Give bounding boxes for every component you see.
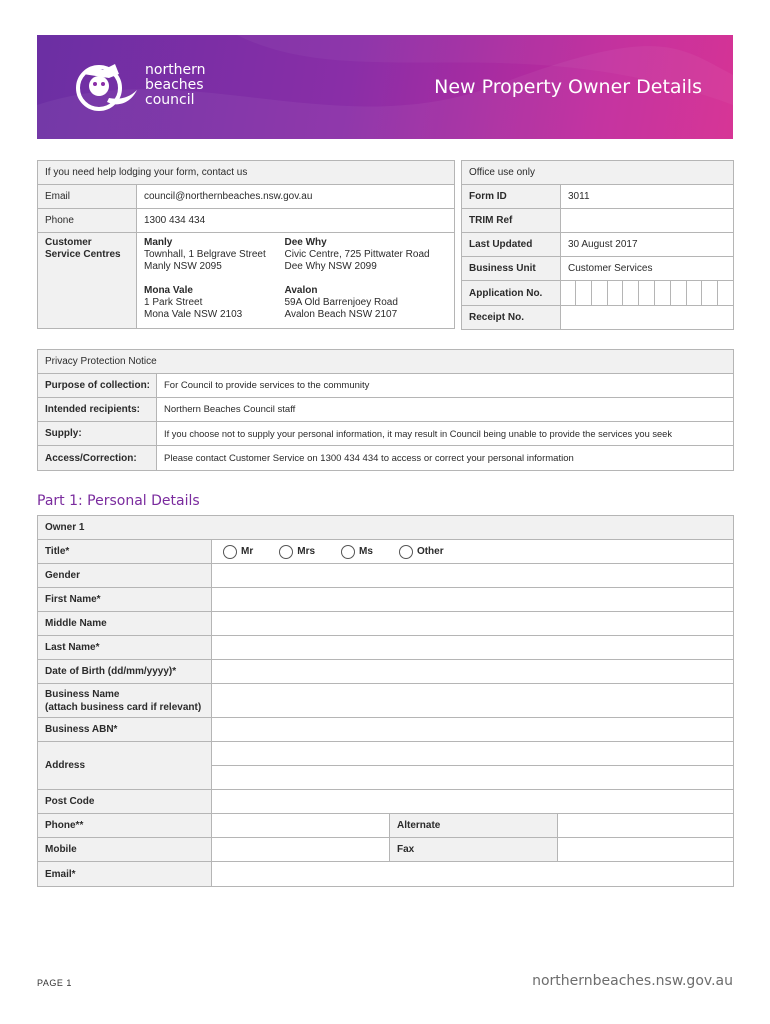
business-name-label-line1: Business Name xyxy=(45,688,120,700)
middle-name-field[interactable] xyxy=(212,612,734,636)
office-use-table xyxy=(461,160,734,330)
centres-label xyxy=(38,233,137,329)
mobile-field[interactable] xyxy=(212,838,390,862)
centre-address-line1: 1 Park Street xyxy=(144,297,203,308)
fax-label: Fax xyxy=(390,838,558,862)
radio-label: Mrs xyxy=(297,546,316,557)
council-logo-text xyxy=(145,63,206,108)
centre-name: Avalon xyxy=(284,285,318,296)
mobile-label: Mobile xyxy=(38,838,212,862)
centre-address-line1: Civic Centre, 725 Pittwater Road xyxy=(284,249,430,260)
privacy-row-label: Intended recipients: xyxy=(38,398,157,422)
privacy-row-label: Supply: xyxy=(38,422,157,446)
centres-label-line1: Customer xyxy=(45,237,92,248)
privacy-row-value: Northern Beaches Council staff xyxy=(157,398,734,422)
council-logo-icon xyxy=(69,58,139,116)
radio-label: Other xyxy=(416,546,444,557)
form-id-label: Form ID xyxy=(462,185,561,209)
centres-col-right xyxy=(278,233,455,329)
alternate-field[interactable] xyxy=(558,814,734,838)
dob-label: Date of Birth (dd/mm/yyyy)* xyxy=(38,660,212,684)
receipt-no-field[interactable] xyxy=(561,306,734,330)
address-field-line2[interactable] xyxy=(212,766,734,790)
abn-field[interactable] xyxy=(212,718,734,742)
address-field-line1[interactable] xyxy=(212,742,734,766)
privacy-row-label: Access/Correction: xyxy=(38,446,157,471)
centres-label-line2: Service Centres xyxy=(45,249,121,260)
application-no-field[interactable] xyxy=(561,281,734,306)
phone-label: Phone xyxy=(38,209,137,233)
radio-circle-icon[interactable] xyxy=(279,545,293,559)
radio-circle-icon[interactable] xyxy=(223,545,237,559)
phone-value: 1300 434 434 xyxy=(137,209,455,233)
website-url[interactable]: northernbeaches.nsw.gov.au xyxy=(532,973,733,989)
privacy-table xyxy=(37,349,734,471)
form-title: New Property Owner Details xyxy=(434,76,702,98)
title-label: Title* xyxy=(38,540,212,564)
address-label: Address xyxy=(38,742,212,790)
centres-col-left xyxy=(137,233,278,329)
last-name-label: Last Name* xyxy=(38,636,212,660)
privacy-row-value: If you choose not to supply your personal information, it may result in Council being unable to provide the services you seek xyxy=(157,422,734,446)
email-label: Email xyxy=(38,185,137,209)
owner-heading: Owner 1 xyxy=(38,516,734,540)
radio-label: Ms xyxy=(359,546,373,557)
email-field[interactable] xyxy=(212,862,734,887)
privacy-row-value: Please contact Customer Service on 1300 434 434 to access or correct your personal information xyxy=(157,446,734,471)
centre-name: Manly xyxy=(144,237,173,248)
centre-address-line1: Townhall, 1 Belgrave Street xyxy=(144,249,266,260)
gender-label: Gender xyxy=(38,564,212,588)
title-options xyxy=(212,540,734,564)
centre-manly xyxy=(144,237,271,273)
radio-circle-icon[interactable] xyxy=(399,545,413,559)
business-name-field[interactable] xyxy=(212,684,734,718)
business-name-label xyxy=(38,684,212,718)
centre-address-line1: 59A Old Barrenjoey Road xyxy=(284,297,398,308)
radio-circle-icon[interactable] xyxy=(341,545,355,559)
centre-address-line2: Avalon Beach NSW 2107 xyxy=(284,309,398,320)
radio-label: Mr xyxy=(241,546,254,557)
title-option-other[interactable] xyxy=(399,545,444,559)
logo-line-1: northern xyxy=(145,62,206,78)
phone-label: Phone** xyxy=(38,814,212,838)
business-unit-value: Customer Services xyxy=(561,257,734,281)
office-heading: Office use only xyxy=(462,161,734,185)
title-option-mrs[interactable] xyxy=(279,545,315,559)
contact-heading: If you need help lodging your form, contact us xyxy=(38,161,455,185)
last-name-field[interactable] xyxy=(212,636,734,660)
personal-details-table xyxy=(37,515,734,887)
email-label: Email* xyxy=(38,862,212,887)
centre-name: Mona Vale xyxy=(144,285,193,296)
privacy-row-label: Purpose of collection: xyxy=(38,374,157,398)
title-option-mr[interactable] xyxy=(223,545,253,559)
privacy-heading: Privacy Protection Notice xyxy=(38,350,734,374)
alternate-label: Alternate xyxy=(390,814,558,838)
centre-mona-vale xyxy=(144,285,271,321)
trim-ref-field[interactable] xyxy=(561,209,734,233)
form-id-value: 3011 xyxy=(561,185,734,209)
title-option-ms[interactable] xyxy=(341,545,373,559)
fax-field[interactable] xyxy=(558,838,734,862)
centre-address-line2: Mona Vale NSW 2103 xyxy=(144,309,243,320)
business-name-label-line2: (attach business card if relevant) xyxy=(45,701,202,713)
page-number: PAGE 1 xyxy=(37,978,72,988)
centre-avalon xyxy=(285,285,448,321)
contact-table xyxy=(37,160,455,329)
post-code-field[interactable] xyxy=(212,790,734,814)
last-updated-value: 30 August 2017 xyxy=(561,233,734,257)
email-value[interactable]: council@northernbeaches.nsw.gov.au xyxy=(137,185,455,209)
dob-field[interactable] xyxy=(212,660,734,684)
post-code-label: Post Code xyxy=(38,790,212,814)
logo-line-3: council xyxy=(145,92,195,108)
privacy-row-value: For Council to provide services to the community xyxy=(157,374,734,398)
centre-address-line2: Manly NSW 2095 xyxy=(144,261,222,272)
centre-dee-why xyxy=(285,237,448,273)
phone-field[interactable] xyxy=(212,814,390,838)
application-no-label: Application No. xyxy=(462,281,561,306)
header-banner xyxy=(37,35,733,139)
first-name-label: First Name* xyxy=(38,588,212,612)
receipt-no-label: Receipt No. xyxy=(462,306,561,330)
last-updated-label: Last Updated xyxy=(462,233,561,257)
first-name-field[interactable] xyxy=(212,588,734,612)
centre-name: Dee Why xyxy=(284,237,327,248)
trim-ref-label: TRIM Ref xyxy=(462,209,561,233)
abn-label: Business ABN* xyxy=(38,718,212,742)
middle-name-label: Middle Name xyxy=(38,612,212,636)
part1-heading: Part 1: Personal Details xyxy=(37,493,200,509)
gender-field[interactable] xyxy=(212,564,734,588)
business-unit-label: Business Unit xyxy=(462,257,561,281)
centre-address-line2: Dee Why NSW 2099 xyxy=(284,261,377,272)
logo-line-2: beaches xyxy=(145,77,204,93)
